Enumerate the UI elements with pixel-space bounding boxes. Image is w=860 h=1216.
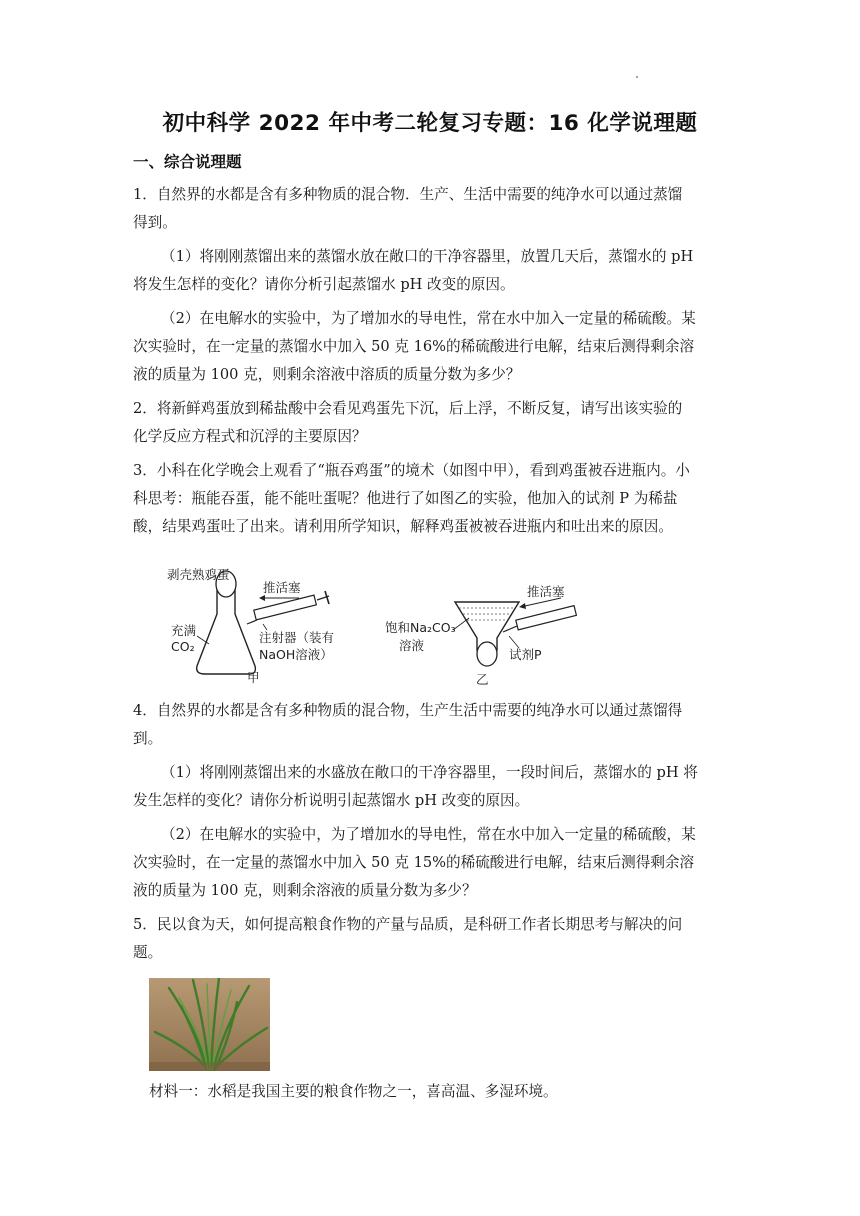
syringe-label: 注射器（装有: [259, 630, 335, 645]
q2-line: 化学反应方程式和沉浮的主要原因？: [133, 428, 367, 445]
q5-line: 题。: [133, 944, 163, 961]
q4-line: 4．自然界的水都是含有多种物质的混合物，生产生活中需要的纯净水可以通过蒸馏得: [133, 702, 683, 719]
q1-line: 得到。: [133, 214, 177, 231]
q1-sub2-line: （2）在电解水的实验中，为了增加水的导电性，常在水中加入一定量的稀硫酸。某: [161, 310, 696, 327]
q2-line: 2．将新鲜鸡蛋放到稀盐酸中会看见鸡蛋先下沉，后上浮，不断反复，请写出该实验的: [133, 400, 683, 417]
q5-line: 5．民以食为天，如何提高粮食作物的产量与品质，是科研工作者长期思考与解决的问: [133, 916, 683, 933]
na2co3-label: 溶液: [399, 638, 425, 653]
q4-sub1-line: 发生怎样的变化？请你分析说明引起蒸馏水 pH 改变的原因。: [133, 792, 530, 809]
rice-plant-photo: [149, 978, 270, 1071]
q3-line: 酸，结果鸡蛋吐了出来。请利用所学知识，解释鸡蛋被被吞进瓶内和吐出来的原因。: [133, 518, 673, 535]
q4-sub1-line: （1）将刚刚蒸馏出来的水盛放在敞口的干净容器里，一段时间后，蒸馏水的 pH 将: [161, 764, 698, 781]
q1-sub2-line: 次实验时，在一定量的蒸馏水中加入 50 克 16%的稀硫酸进行电解，结束后测得剩余溶: [133, 338, 695, 355]
experiment-figure: [163, 558, 583, 692]
funnel-diagram: [385, 584, 576, 687]
q1-sub1-line: （1）将刚刚蒸馏出来的蒸馏水放在敞口的干净容器里，放置几天后，蒸馏水的 pH: [161, 248, 694, 265]
q1-sub2-line: 液的质量为 100 克，则剩余溶液中溶质的质量分数为多少？: [133, 366, 521, 383]
section-heading: 一、综合说理题: [133, 153, 242, 171]
q4-sub2-line: （2）在电解水的实验中，为了增加水的导电性，常在水中加入一定量的稀硫酸，某: [161, 826, 696, 843]
flask-diagram: [167, 567, 334, 685]
q1-sub1-line: 将发生怎样的变化？请你分析引起蒸馏水 pH 改变的原因。: [133, 276, 515, 293]
page-title: 初中科学 2022 年中考二轮复习专题：16 化学说理题: [162, 111, 698, 136]
piston-label: 推活塞: [527, 584, 565, 599]
na2co3-label: 饱和Na₂CO₃: [385, 620, 456, 635]
q4-line: 到。: [133, 730, 163, 747]
q1-line: 1．自然界的水都是含有多种物质的混合物．生产、生活中需要的纯净水可以通过蒸馏: [133, 186, 683, 203]
q3-line: 3．小科在化学晚会上观看了“瓶吞鸡蛋”的境术（如图中甲），看到鸡蛋被吞进瓶内。小: [133, 462, 690, 479]
page-mark: [636, 76, 638, 78]
q3-line: 科思考：瓶能吞蛋，能不能吐蛋呢？他进行了如图乙的实验，他加入的试剂 P 为稀盐: [133, 490, 678, 507]
figure-yi-label: 乙: [476, 672, 489, 687]
figure-jia-label: 甲: [247, 670, 260, 685]
q4-sub2-line: 液的质量为 100 克，则剩余溶液的质量分数为多少？: [133, 882, 477, 899]
reagent-label: 试剂P: [509, 647, 542, 662]
co2-label: 充满: [171, 623, 197, 638]
egg-label: 剥壳熟鸡蛋: [167, 567, 230, 582]
q4-sub2-line: 次实验时，在一定量的蒸馏水中加入 50 克 15%的稀硫酸进行电解，结束后测得剩余溶: [133, 854, 695, 871]
piston-label: 推活塞: [263, 580, 301, 595]
q5-material-line: 材料一：水稻是我国主要的粮食作物之一，喜高温、多湿环境。: [149, 1083, 558, 1100]
syringe-label: NaOH溶液）: [259, 647, 333, 662]
co2-label: CO₂: [171, 639, 195, 654]
